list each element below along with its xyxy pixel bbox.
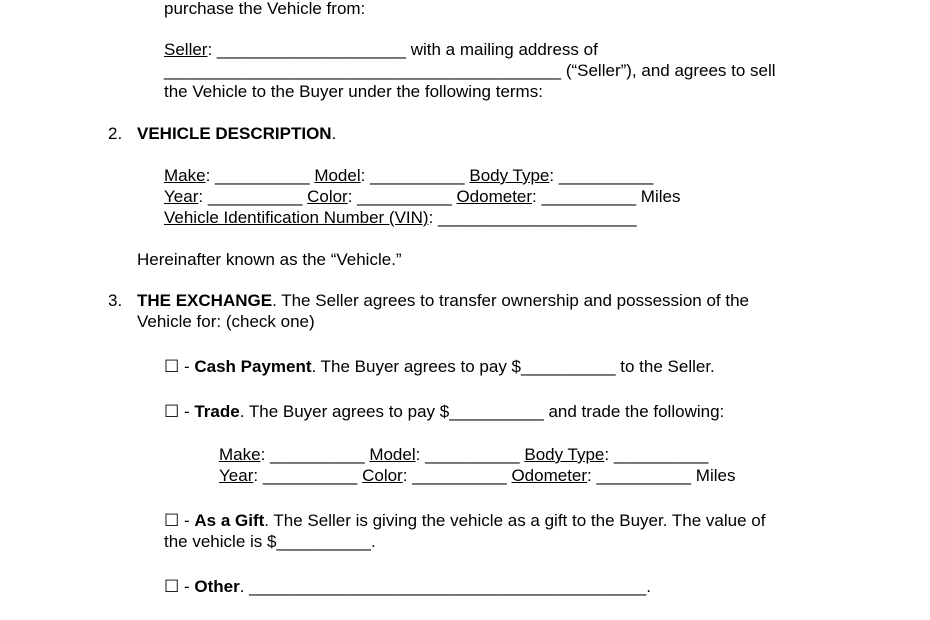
cash-text: . The Buyer agrees to pay $__________ to the Seller. — [311, 357, 715, 376]
trade-make-blank[interactable]: __________ — [270, 445, 365, 464]
section-2-title: VEHICLE DESCRIPTION — [137, 124, 332, 143]
vehicle-row-2: Year: __________ Color: __________ Odometer: __________ Miles — [164, 187, 681, 206]
seller-line — [164, 39, 598, 60]
vin-row: Vehicle Identification Number (VIN): _____________________ — [164, 208, 637, 227]
seller-label: Seller — [164, 40, 208, 59]
cash-title: Cash Payment — [194, 357, 312, 376]
color-blank[interactable]: __________ — [357, 187, 452, 206]
gift-title: As a Gift — [194, 511, 265, 530]
checkbox-icon[interactable]: ☐ - — [164, 577, 195, 596]
make-label: Make — [164, 166, 206, 185]
seller-address-line[interactable]: __________________________________________ (“Seller”), and agrees to sell — [164, 61, 776, 80]
miles-label: Miles — [640, 187, 681, 206]
model-label: Model — [369, 445, 416, 464]
checkbox-icon[interactable]: ☐ - — [164, 402, 195, 421]
gift-text-2: the vehicle is $__________. — [164, 532, 376, 551]
year-blank[interactable]: __________ — [207, 187, 303, 206]
vin-label: Vehicle Identification Number (VIN) — [164, 208, 429, 227]
vin-blank[interactable]: _____________________ — [438, 208, 637, 227]
body-type-blank[interactable]: __________ — [558, 166, 654, 185]
body-type-label: Body Type — [524, 445, 605, 464]
odometer-blank[interactable]: __________ — [541, 187, 637, 206]
seller-terms: the Vehicle to the Buyer under the following terms: — [164, 82, 543, 101]
trade-title: Trade — [194, 402, 240, 421]
trade-row-2: Year: __________ Color: __________ Odometer: __________ Miles — [219, 466, 736, 485]
year-label: Year — [164, 187, 199, 206]
odometer-label: Odometer — [456, 187, 533, 206]
model-blank[interactable]: __________ — [370, 166, 465, 185]
section-2-number: 2. — [108, 124, 123, 143]
intro-text: purchase the Vehicle from: — [164, 0, 366, 18]
option-gift — [164, 510, 765, 531]
gift-text: . The Seller is giving the vehicle as a gift to the Buyer. The value of — [264, 511, 766, 530]
trade-body-type-blank[interactable]: __________ — [613, 445, 709, 464]
make-blank[interactable]: __________ — [215, 166, 310, 185]
section-2-heading — [137, 123, 336, 144]
color-label: Color — [307, 187, 348, 206]
section-3-text: . The Seller agrees to transfer ownership and possession of the — [272, 291, 749, 310]
checkbox-icon[interactable]: ☐ - — [164, 511, 195, 530]
section-3-heading — [137, 290, 749, 311]
section-3-title: THE EXCHANGE — [137, 291, 273, 310]
odometer-label: Odometer — [511, 466, 588, 485]
body-type-label: Body Type — [469, 166, 550, 185]
trade-odometer-blank[interactable]: __________ — [596, 466, 692, 485]
miles-label: Miles — [695, 466, 736, 485]
other-title: Other — [194, 577, 240, 596]
hereinafter-text: Hereinafter known as the “Vehicle.” — [137, 250, 402, 269]
option-other — [164, 576, 651, 597]
trade-year-blank[interactable]: __________ — [262, 466, 358, 485]
checkbox-icon[interactable]: ☐ - — [164, 357, 195, 376]
trade-row-1: Make: __________ Model: __________ Body Type: __________ — [219, 445, 709, 464]
option-trade — [164, 401, 724, 422]
trade-model-blank[interactable]: __________ — [425, 445, 520, 464]
section-3-text-2: Vehicle for: (check one) — [137, 312, 315, 331]
option-cash — [164, 356, 715, 377]
period: . — [331, 124, 337, 143]
section-3-number: 3. — [108, 291, 123, 310]
color-label: Color — [362, 466, 403, 485]
model-label: Model — [314, 166, 361, 185]
other-text: . __________________________________________. — [239, 577, 651, 596]
make-label: Make — [219, 445, 261, 464]
vehicle-row-1: Make: __________ Model: __________ Body Type: __________ — [164, 166, 654, 185]
seller-name-blank[interactable]: : ____________________ with a mailing address of — [207, 40, 598, 59]
trade-color-blank[interactable]: __________ — [412, 466, 507, 485]
trade-text: . The Buyer agrees to pay $__________ and trade the following: — [239, 402, 725, 421]
year-label: Year — [219, 466, 254, 485]
